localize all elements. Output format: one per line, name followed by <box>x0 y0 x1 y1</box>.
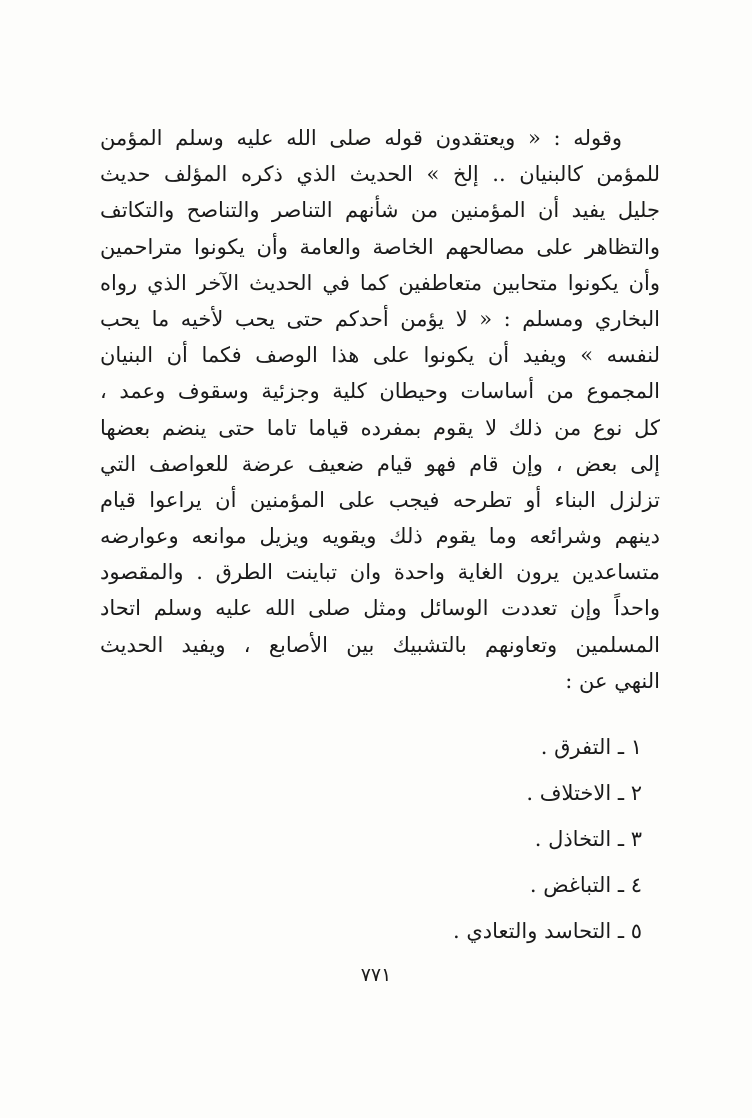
list-item: ٥ ـ التحاسد والتعادي . <box>453 919 642 943</box>
body-paragraph <box>100 120 660 699</box>
list-item: ١ ـ التفرق . <box>540 735 642 759</box>
list-item: ٤ ـ التباغض . <box>529 873 642 897</box>
paragraph-line: دينهم وشرائعه وما يقوم ذلك ويقويه ويزيل موانعه وعوارضه <box>100 524 660 549</box>
paragraph-line: المجموع من أساسات وحيطان كلية وجزئية وسقوف وعمد ، <box>100 379 660 404</box>
paragraph-line: متساعدين يرون الغاية واحدة وان تباينت الطرق . والمقصود <box>100 560 660 585</box>
paragraph-line: لنفسه » ويفيد أن يكونوا على هذا الوصف فكما أن البنيان <box>100 343 660 368</box>
paragraph-line: كل نوع من ذلك لا يقوم بمفرده قياما تاما حتى ينضم بعضها <box>100 415 660 440</box>
page-number: ٧٧١ <box>360 964 392 986</box>
paragraph-line: والتظاهر على مصالحهم الخاصة والعامة وأن يكونوا متراحمين <box>100 234 660 259</box>
paragraph-line: النهي عن : <box>565 668 660 693</box>
paragraph-line: تزلزل البناء أو تطرحه فيجب على المؤمنين أن يراعوا قيام <box>100 487 660 512</box>
paragraph-line: واحداً وإن تعددت الوسائل ومثل صلى الله عليه وسلم اتحاد <box>100 596 660 621</box>
list-item: ٣ ـ التخاذل . <box>534 827 642 851</box>
paragraph-line: جليل يفيد أن المؤمنين من شأنهم التناصر والتناصح والتكاتف <box>100 198 660 223</box>
paragraph-line: إلى بعض ، وإن قام فهو قيام ضعيف عرضة للعواصف التي <box>100 451 660 476</box>
prohibitions-list <box>222 724 642 954</box>
paragraph-line: المسلمين وتعاونهم بالتشبيك بين الأصابع ، ويفيد الحديث <box>100 632 660 657</box>
paragraph-line: وأن يكونوا متحابين متعاطفين كما في الحديث الآخر الذي رواه <box>100 270 660 295</box>
paragraph-line: للمؤمن كالبنيان .. إلخ » الحديث الذي ذكره المؤلف حديث <box>100 162 660 187</box>
list-item: ٢ ـ الاختلاف . <box>526 781 642 805</box>
paragraph-line: وقوله : « ويعتقدون قوله صلى الله عليه وسلم المؤمن <box>100 126 622 150</box>
paragraph-line: البخاري ومسلم : « لا يؤمن أحدكم حتى يحب لأخيه ما يحب <box>100 306 660 331</box>
